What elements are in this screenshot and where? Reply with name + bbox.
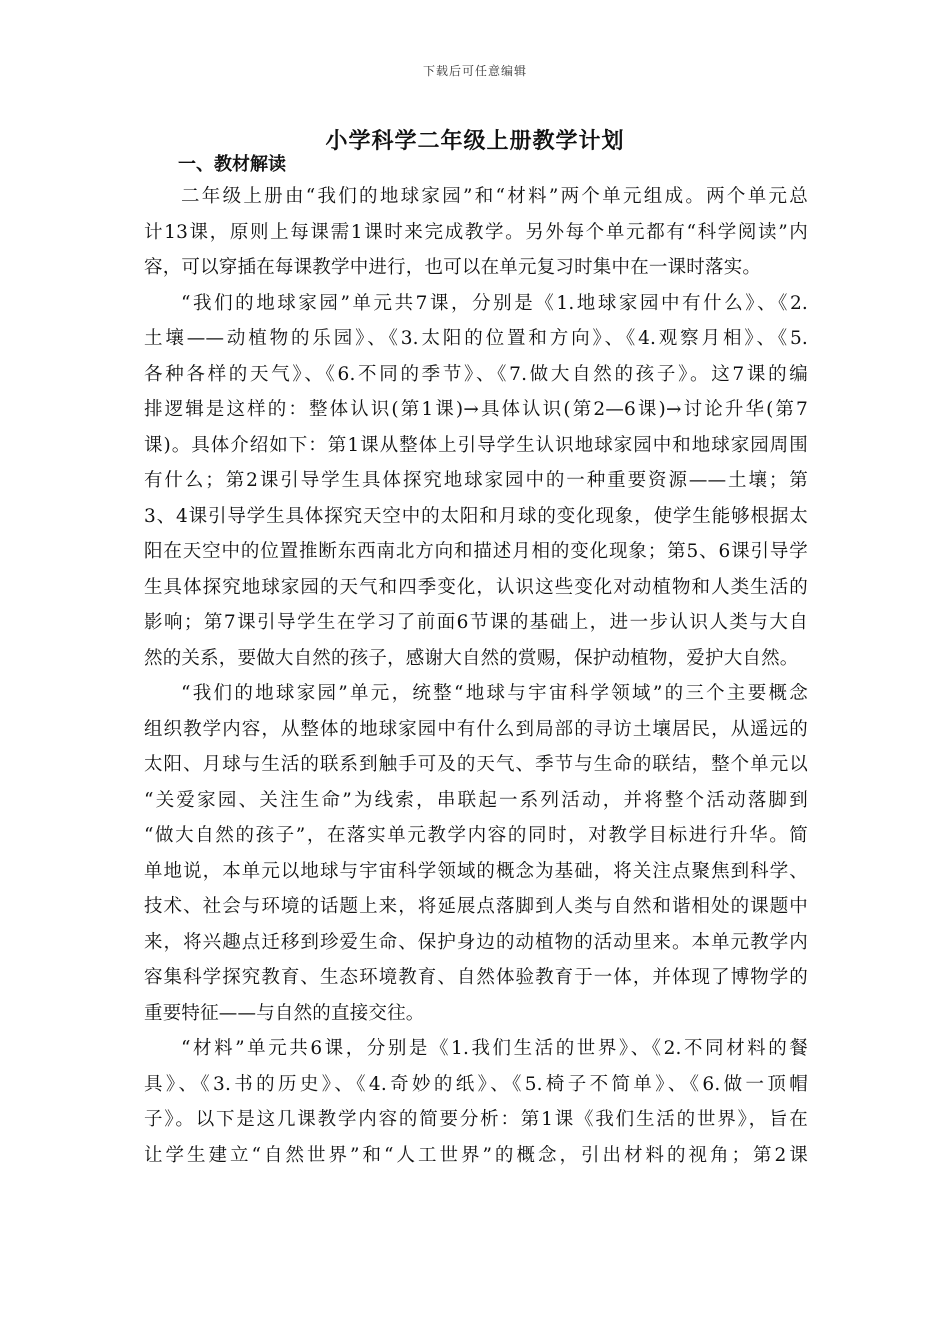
- text-line: 让学生建立“自然世界”和“人工世界”的概念，引出材料的视角；第2课: [144, 1144, 808, 1166]
- paragraph-3: [144, 676, 808, 1031]
- text-line: “我们的地球家园”单元共7课，分别是《1.地球家园中有什么》、《2.: [181, 292, 808, 314]
- text-line: “材料”单元共6课，分别是《1.我们生活的世界》、《2.不同材料的餐: [181, 1038, 808, 1059]
- section-heading: 一、教材解读: [178, 154, 286, 175]
- text-line: “做大自然的孩子”，在落实单元教学内容的同时，对教学目标进行升华。简: [144, 825, 808, 846]
- text-line: 具》、《3.书的历史》、《4.奇妙的纸》、《5.椅子不简单》、《6.做一顶帽: [144, 1073, 808, 1095]
- text-line: 课)。具体介绍如下：第1课从整体上引导学生认识地球家园中和地球家园周围: [144, 434, 808, 456]
- text-line: 来，将兴趣点迁移到珍爱生命、保护身边的动植物的活动里来。本单元教学内: [144, 931, 808, 953]
- text-line: “我们的地球家园”单元，统整“地球与宇宙科学领域”的三个主要概念: [181, 683, 808, 704]
- text-line: 太阳、月球与生活的联系到触手可及的天气、季节与生命的联结，整个单元以: [144, 754, 808, 775]
- text-line: 排逻辑是这样的：整体认识(第1课)→具体认识(第2—6课)→讨论升华(第7: [144, 399, 808, 420]
- text-line: 单地说，本单元以地球与宇宙科学领域的概念为基础，将关注点聚焦到科学、: [144, 860, 808, 882]
- text-line: 影响；第7课引导学生在学习了前面6节课的基础上，进一步认识人类与大自: [144, 612, 808, 633]
- document-title: 小学科学二年级上册教学计划: [325, 128, 625, 154]
- text-line: 3、4课引导学生具体探究天空中的太阳和月球的变化现象，使学生能够根据太: [144, 505, 808, 527]
- text-line: “关爱家园、关注生命”为线索，串联起一系列活动，并将整个活动落脚到: [144, 789, 808, 811]
- text-line: 有什么；第2课引导学生具体探究地球家园中的一种重要资源——土壤；第: [144, 470, 808, 491]
- text-line: 二年级上册由“我们的地球家园”和“材料”两个单元组成。两个单元总: [181, 186, 808, 207]
- text-line: 组织教学内容，从整体的地球家园中有什么到局部的寻访土壤居民，从遥远的: [144, 718, 808, 740]
- text-line: 技术、社会与环境的话题上来，将延展点落脚到人类与自然和谐相处的课题中: [144, 896, 808, 917]
- text-line: 土壤——动植物的乐园》、《3.太阳的位置和方向》、《4.观察月相》、《5.: [144, 328, 808, 349]
- text-line: 重要特征——与自然的直接交往。: [144, 1002, 425, 1024]
- page-header-note: 下载后可任意编辑: [422, 64, 527, 78]
- text-line: 子》。以下是这几课教学内容的简要分析：第1课《我们生活的世界》，旨在: [144, 1109, 808, 1130]
- text-line: 生具体探究地球家园的天气和四季变化，认识这些变化对动植物和人类生活的: [144, 576, 808, 598]
- text-line: 容，可以穿插在每课教学中进行，也可以在单元复习时集中在一课时落实。: [144, 257, 762, 278]
- text-line: 阳在天空中的位置推断东西南北方向和描述月相的变化现象；第5、6课引导学: [144, 541, 808, 562]
- text-line: 然的关系，要做大自然的孩子，感谢大自然的赏赐，保护动植物，爱护大自然。: [144, 647, 799, 669]
- text-line: 各种各样的天气》、《6.不同的季节》、《7.做大自然的孩子》。这7课的编: [144, 363, 808, 385]
- document-body: [144, 179, 808, 1173]
- paragraph-1: [144, 179, 808, 286]
- paragraph-4: [144, 1031, 808, 1173]
- paragraph-2: [144, 286, 808, 677]
- text-line: 计13课，原则上每课需1课时来完成教学。另外每个单元都有“科学阅读”内: [144, 221, 808, 243]
- text-line: 容集科学探究教育、生态环境教育、自然体验教育于一体，并体现了博物学的: [144, 967, 808, 988]
